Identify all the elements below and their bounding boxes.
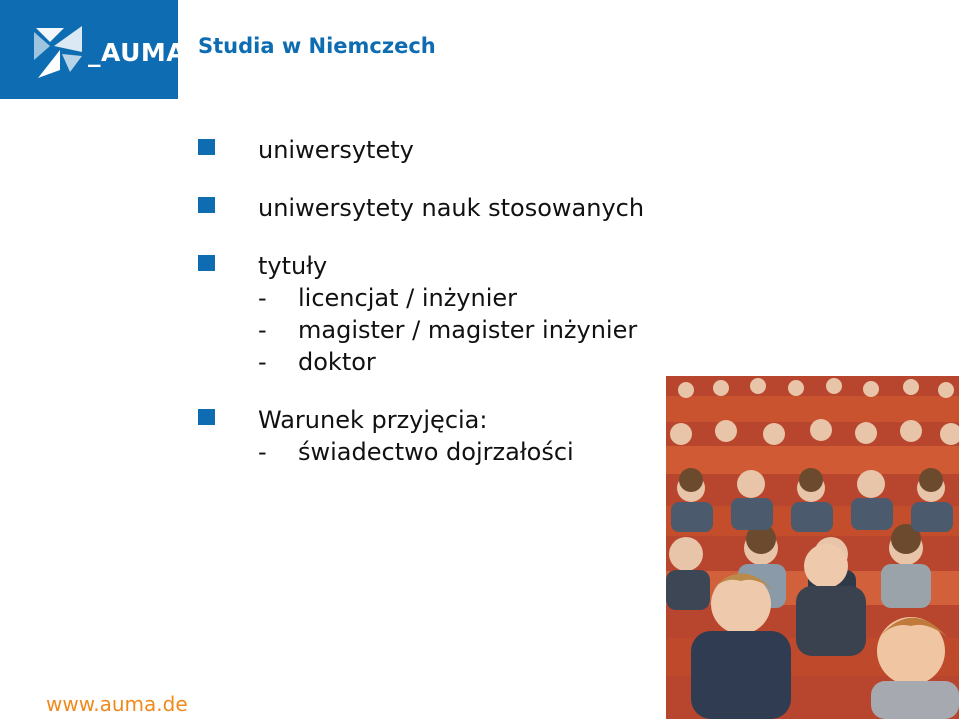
auma-logo-icon bbox=[30, 22, 92, 80]
dash-marker: - bbox=[258, 438, 267, 466]
bullet-square-icon bbox=[198, 409, 215, 425]
bullet-item bbox=[196, 404, 644, 468]
bullet-text: uniwersytety nauk stosowanych bbox=[258, 194, 645, 222]
auma-logo bbox=[0, 0, 187, 99]
dash-marker: - bbox=[258, 284, 267, 312]
page-title: Studia w Niemczech bbox=[198, 34, 436, 58]
sub-item bbox=[258, 436, 644, 468]
bullet-square-icon bbox=[198, 197, 215, 213]
sub-item bbox=[258, 346, 644, 378]
dash-marker: - bbox=[258, 316, 267, 344]
bullet-square-icon bbox=[198, 255, 215, 271]
dash-marker: - bbox=[258, 348, 267, 376]
bullet-list bbox=[196, 134, 644, 494]
sub-item-text: licencjat / inżynier bbox=[298, 284, 518, 312]
sub-item bbox=[258, 282, 644, 314]
bullet-item bbox=[196, 134, 644, 166]
bullet-item bbox=[196, 192, 644, 224]
bullet-text: uniwersytety bbox=[258, 136, 414, 164]
bullet-text: tytuły bbox=[258, 252, 328, 280]
bullet-text: Warunek przyjęcia: bbox=[258, 406, 488, 434]
lecture-hall-photo bbox=[666, 376, 959, 719]
sub-item-text: magister / magister inżynier bbox=[298, 316, 638, 344]
bullet-item bbox=[196, 250, 644, 378]
bullet-square-icon bbox=[198, 139, 215, 155]
sub-item bbox=[258, 314, 644, 346]
logo-wordmark: _AUMA bbox=[88, 38, 187, 67]
footer-url[interactable]: www.auma.de bbox=[46, 692, 188, 716]
sub-item-text: świadectwo dojrzałości bbox=[298, 438, 574, 466]
sub-item-text: doktor bbox=[298, 348, 376, 376]
